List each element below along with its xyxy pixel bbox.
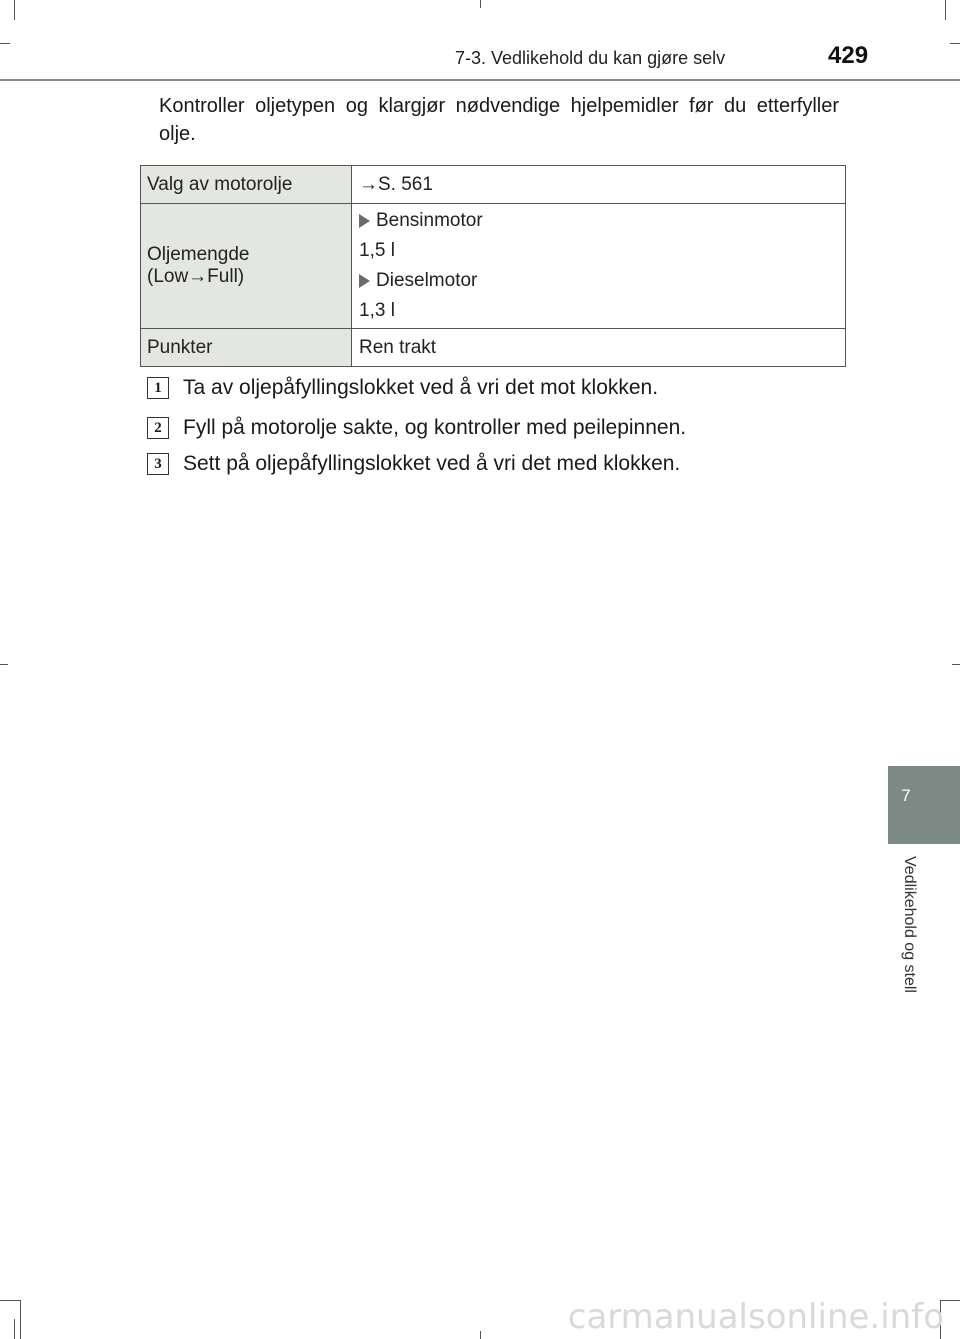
crop-mark [945, 0, 946, 20]
table-label-oil-quantity [141, 204, 352, 329]
oil-quantity-range: (Low→Full) [147, 266, 245, 287]
engine-amount-petrol: 1,5 l [359, 240, 395, 261]
step-item [147, 376, 658, 400]
table-value-oil-choice: →S. 561 [352, 166, 846, 204]
engine-amount-diesel: 1,3 l [359, 300, 395, 321]
chapter-tab [888, 766, 960, 844]
crop-mark [20, 1300, 21, 1339]
engine-type-petrol [359, 208, 838, 234]
step-item [147, 416, 686, 440]
table-row [141, 204, 846, 329]
step-number-box: 2 [147, 417, 169, 439]
step-number-box: 1 [147, 377, 169, 399]
section-title: 7-3. Vedlikehold du kan gjøre selv [455, 48, 726, 68]
table-value-items: Ren trakt [352, 329, 846, 367]
engine-type-diesel [359, 268, 838, 294]
engine-type-label: Dieselmotor [376, 270, 478, 291]
crop-mark [480, 0, 481, 8]
crop-mark [0, 664, 8, 665]
crop-mark [952, 664, 960, 665]
crop-mark [0, 43, 10, 44]
table-label-items: Punkter [141, 329, 352, 367]
crop-mark [0, 1300, 20, 1301]
table-label-oil-choice: Valg av motorolje [141, 166, 352, 204]
step-number-box: 3 [147, 453, 169, 475]
step-text: Sett på oljepåfyllingslokket ved å vri det med klokken. [183, 452, 681, 475]
watermark: carmanualsonline.info [567, 1297, 944, 1337]
step-item [147, 452, 680, 476]
chapter-label: Vedlikehold og stell [901, 856, 918, 993]
triangle-bullet-icon [359, 214, 370, 228]
page-number: 429 [828, 42, 869, 69]
step-text: Ta av oljepåfyllingslokket ved å vri det mot klokken. [183, 376, 659, 399]
engine-type-label: Bensinmotor [376, 210, 483, 231]
triangle-bullet-icon [359, 274, 370, 288]
step-text: Fyll på motorolje sakte, og kontroller med peilepinnen. [183, 416, 687, 439]
crop-mark [950, 43, 960, 44]
table-row [141, 166, 846, 204]
table-row [141, 329, 846, 367]
chapter-number: 7 [901, 786, 911, 805]
oil-spec-table [140, 165, 846, 367]
table-value-oil-quantity [352, 204, 846, 329]
crop-mark [14, 1319, 15, 1339]
intro-paragraph: Kontroller oljetypen og klargjør nødvendige hjelpemidler før du etterfyller olje. [159, 95, 839, 145]
crop-mark [480, 1331, 481, 1339]
crop-mark [14, 0, 15, 20]
oil-quantity-label: Oljemengde [147, 244, 250, 265]
header-divider [0, 79, 960, 81]
